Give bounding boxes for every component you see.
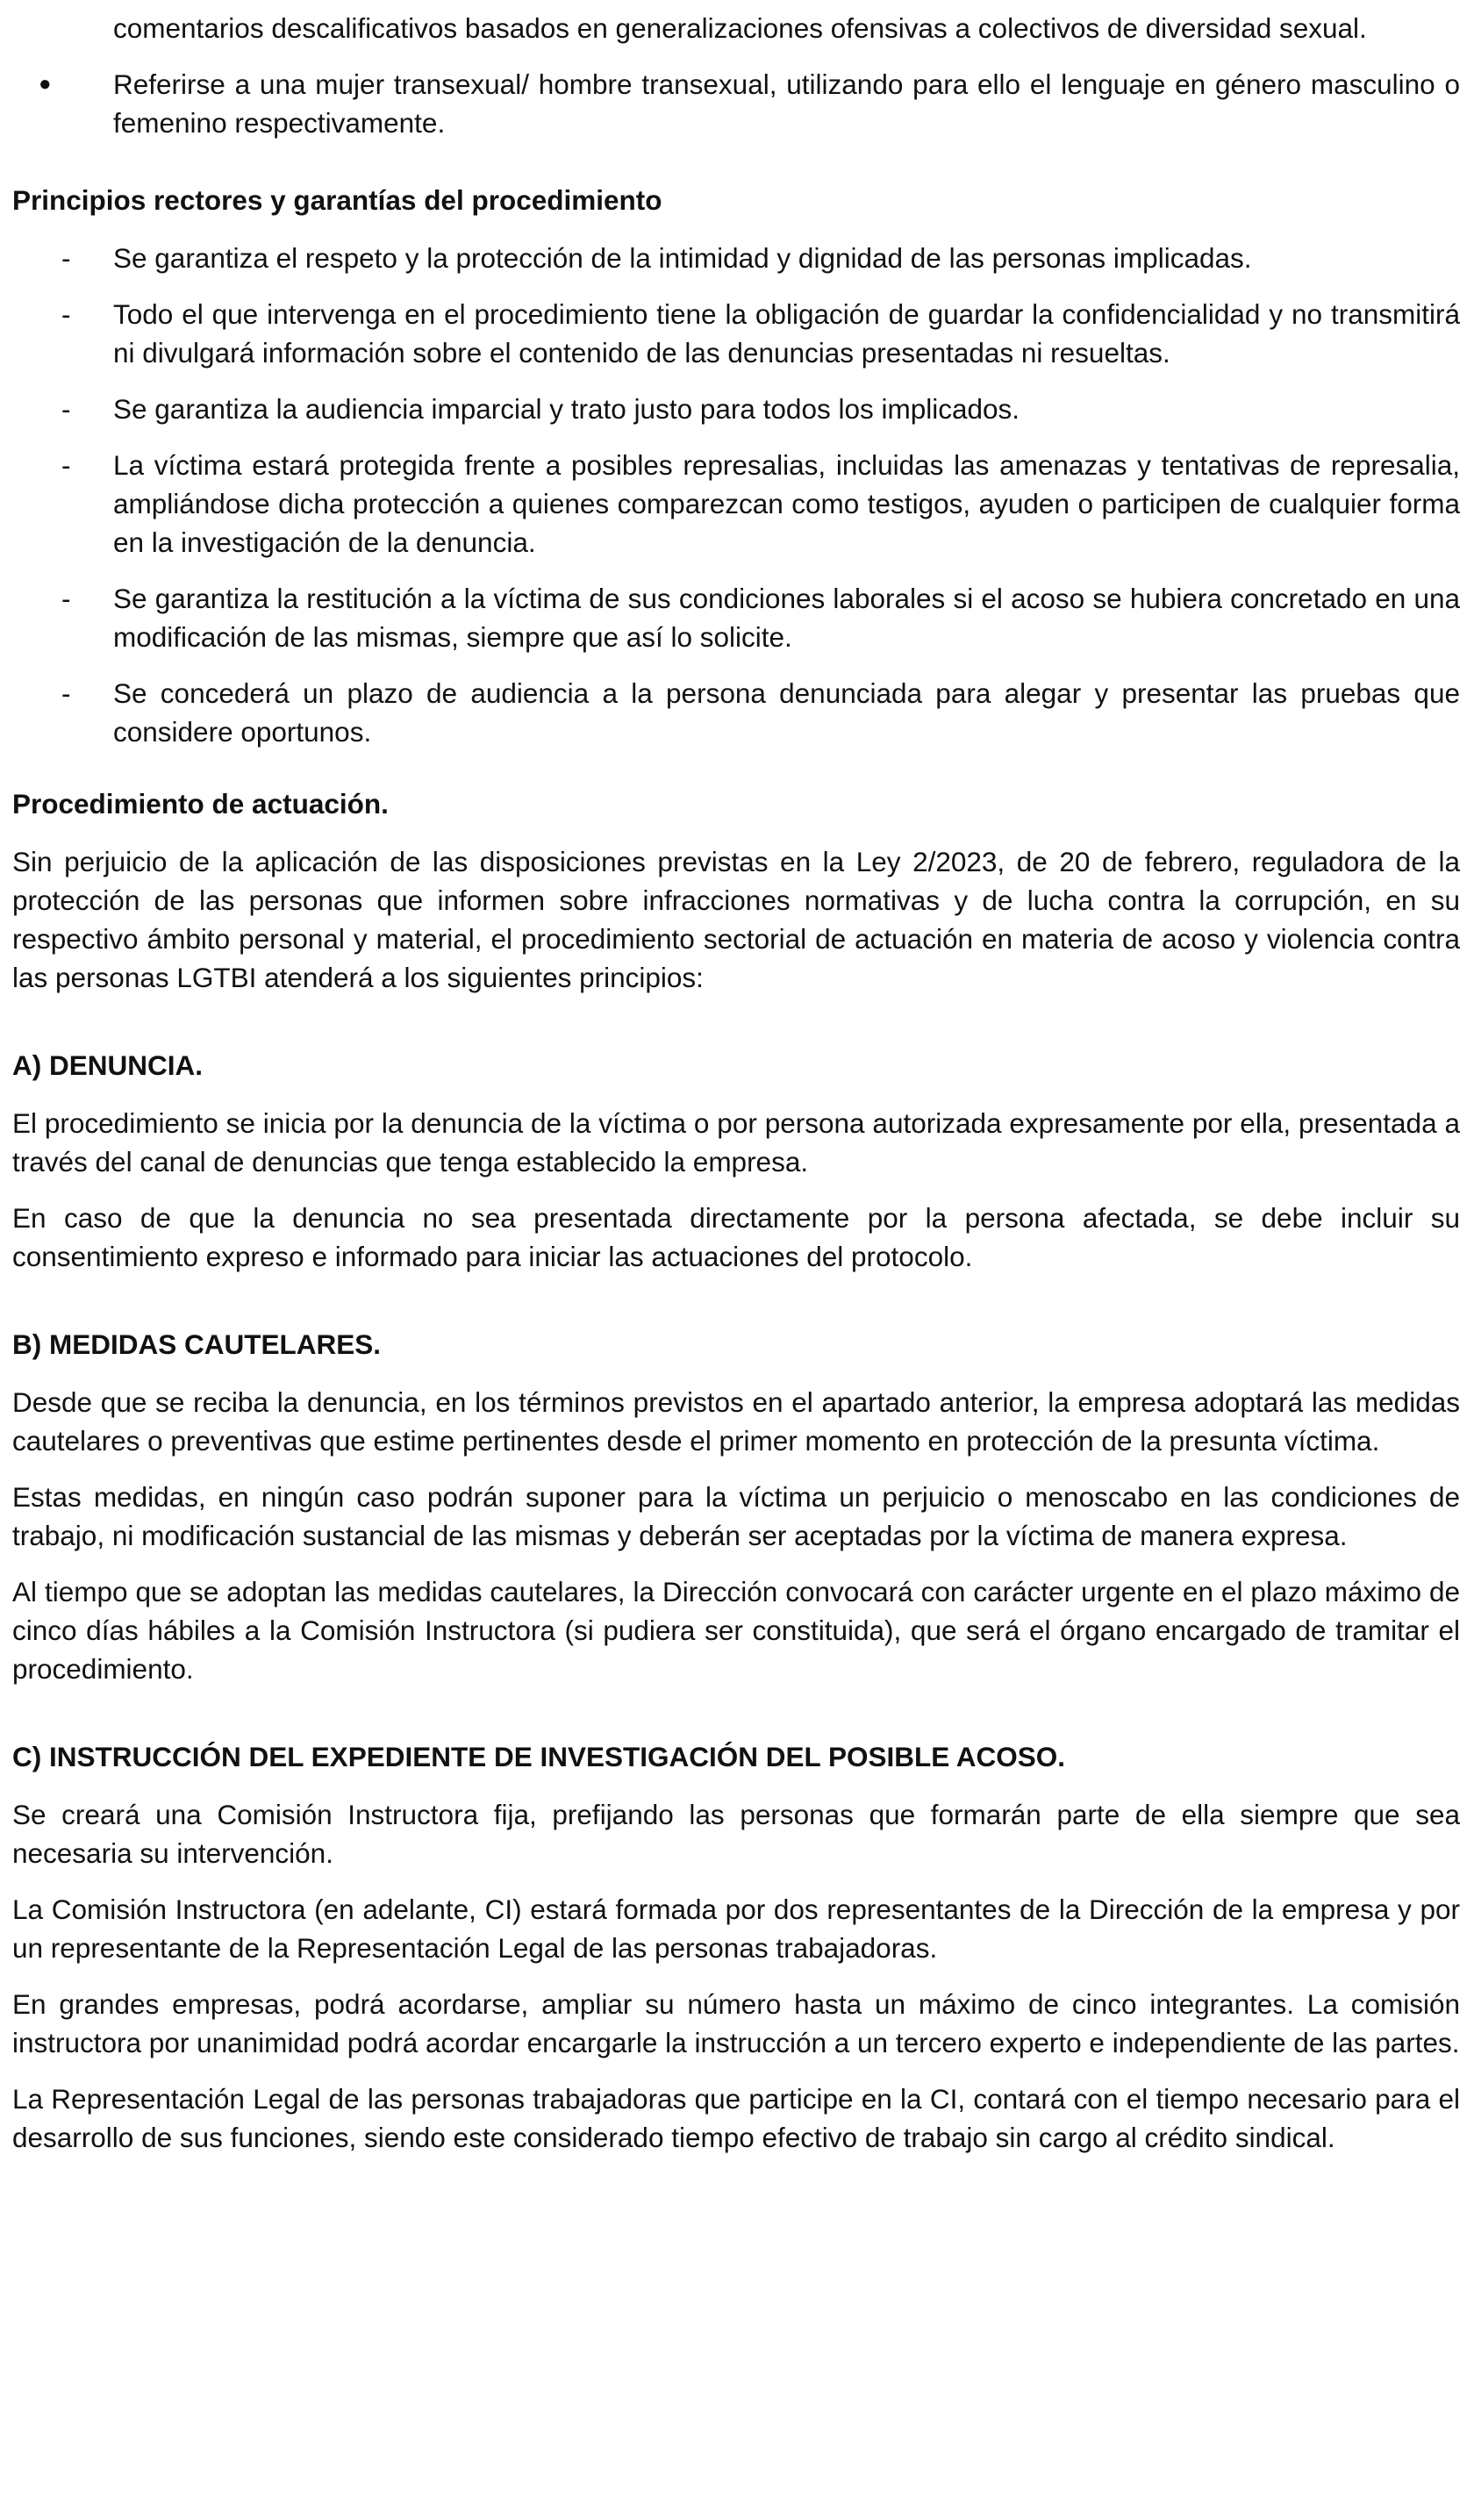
principle-text: Todo el que intervenga en el procedimiento tiene la obligación de guardar la confidencialidad y no transmitirá ni divulgará información sobre el contenido de las denuncias presentadas ni resueltas. bbox=[113, 298, 1460, 369]
dash-marker: - bbox=[61, 298, 71, 330]
principle-item bbox=[12, 239, 1460, 277]
principle-text: Se garantiza el respeto y la protección de la intimidad y dignidad de las personas implicadas. bbox=[113, 242, 1252, 274]
section-c-paragraph: La Comisión Instructora (en adelante, CI) estará formada por dos representantes de la Dirección de la empresa y por un representante de la Representación Legal de las personas trabajadoras. bbox=[12, 1894, 1460, 1964]
principle-text: La víctima estará protegida frente a posibles represalias, incluidas las amenazas y tentativas de represalia, ampliándose dicha protección a quienes comparezcan como testigos, ayuden o participen de cualquier forma en la investigación de la denuncia. bbox=[113, 449, 1460, 558]
procedure-heading: Procedimiento de actuación. bbox=[12, 788, 389, 820]
section-b-heading: B) MEDIDAS CAUTELARES. bbox=[12, 1328, 382, 1360]
intro-continuation: comentarios descalificativos basados en generalizaciones ofensivas a colectivos de diversidad sexual. bbox=[113, 12, 1367, 44]
section-a-paragraph: En caso de que la denuncia no sea presentada directamente por la persona afectada, se debe incluir su consentimiento expreso e informado para iniciar las actuaciones del protocolo. bbox=[12, 1202, 1460, 1272]
section-b-paragraph: Desde que se reciba la denuncia, en los términos previstos en el apartado anterior, la empresa adoptará las medidas cautelares o preventivas que estime pertinentes desde el primer momento en protección de la presunta víctima. bbox=[12, 1386, 1460, 1457]
principle-item bbox=[12, 674, 1460, 751]
section-c-heading: C) INSTRUCCIÓN DEL EXPEDIENTE DE INVESTIGACIÓN DEL POSIBLE ACOSO. bbox=[12, 1741, 1066, 1772]
principle-item bbox=[12, 390, 1460, 428]
section-c-paragraph: La Representación Legal de las personas trabajadoras que participe en la CI, contará con el tiempo necesario para el desarrollo de sus funciones, siendo este considerado tiempo efectivo de trabajo sin cargo al crédito sindical. bbox=[12, 2083, 1460, 2153]
principle-item bbox=[12, 579, 1460, 656]
dash-marker: - bbox=[61, 583, 71, 614]
bullet-marker: ● bbox=[39, 72, 52, 96]
principle-text: Se concederá un plazo de audiencia a la persona denunciada para alegar y presentar las pruebas que considere oportunos. bbox=[113, 677, 1460, 748]
principles-heading: Principios rectores y garantías del procedimiento bbox=[12, 184, 662, 216]
procedure-paragraph: Sin perjuicio de la aplicación de las disposiciones previstas en la Ley 2/2023, de 20 de febrero, reguladora de la protección de las personas que informen sobre infracciones normativas y de lucha contra la corrupción, en su respectivo ámbito personal y material, el procedimiento sectorial de actuación en materia de acoso y violencia contra las personas LGTBI atenderá a los siguientes principios: bbox=[12, 846, 1460, 993]
dash-marker: - bbox=[61, 242, 71, 274]
intro-bullet-text: Referirse a una mujer transexual/ hombre transexual, utilizando para ello el lenguaje en género masculino o femenino respectivamente. bbox=[113, 68, 1460, 139]
intro-bullet-item bbox=[12, 65, 1460, 142]
section-b-paragraph: Estas medidas, en ningún caso podrán suponer para la víctima un perjuicio o menoscabo en las condiciones de trabajo, ni modificación sustancial de las mismas y deberán ser aceptadas por la víctima de manera expresa. bbox=[12, 1481, 1460, 1551]
section-a-heading: A) DENUNCIA. bbox=[12, 1049, 203, 1081]
dash-marker: - bbox=[61, 449, 71, 481]
section-c-paragraph: En grandes empresas, podrá acordarse, ampliar su número hasta un máximo de cinco integrantes. La comisión instructora por unanimidad podrá acordar encargarle la instrucción a un tercero experto e independiente de las partes. bbox=[12, 1988, 1460, 2058]
principle-item bbox=[12, 295, 1460, 372]
section-c-paragraph: Se creará una Comisión Instructora fija, prefijando las personas que formarán parte de ella siempre que sea necesaria su intervención. bbox=[12, 1799, 1460, 1869]
section-b-paragraph: Al tiempo que se adoptan las medidas cautelares, la Dirección convocará con carácter urgente en el plazo máximo de cinco días hábiles a la Comisión Instructora (si pudiera ser constituida), que será el órgano encargado de tramitar el procedimiento. bbox=[12, 1576, 1460, 1685]
section-a-paragraph: El procedimiento se inicia por la denuncia de la víctima o por persona autorizada expresamente por ella, presentada a través del canal de denuncias que tenga establecido la empresa. bbox=[12, 1107, 1460, 1178]
principle-text: Se garantiza la audiencia imparcial y trato justo para todos los implicados. bbox=[113, 393, 1020, 425]
principle-text: Se garantiza la restitución a la víctima de sus condiciones laborales si el acoso se hubiera concretado en una modificación de las mismas, siempre que así lo solicite. bbox=[113, 583, 1460, 653]
principle-item bbox=[12, 446, 1460, 562]
dash-marker: - bbox=[61, 393, 71, 425]
dash-marker: - bbox=[61, 677, 71, 709]
